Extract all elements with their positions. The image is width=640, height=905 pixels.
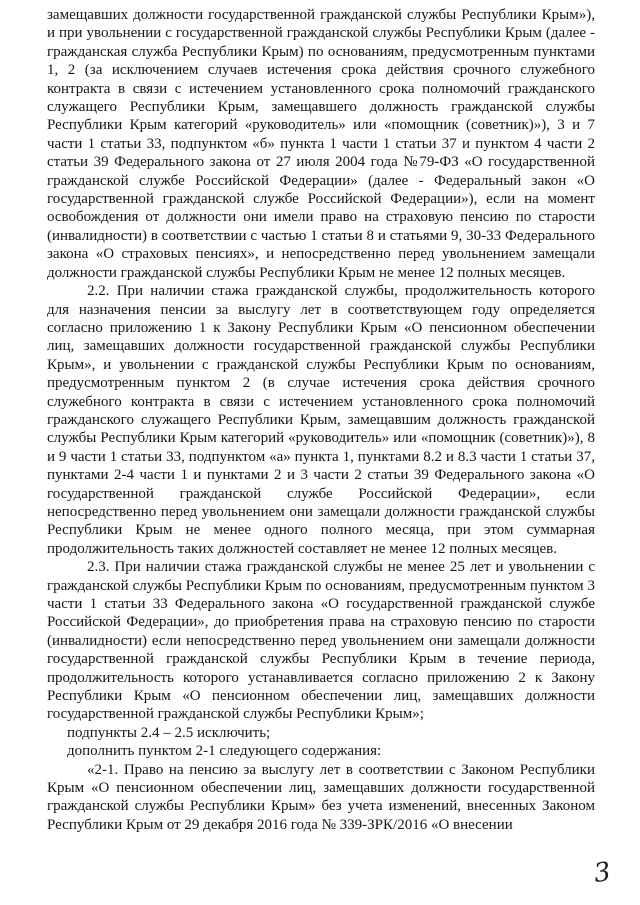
handwritten-page-number: 3 [591,856,613,890]
paragraph-supplement: дополнить пунктом 2-1 следующего содержания: [67,743,382,760]
paragraph-2-1: «2-1. Право на пенсию за выслугу лет в соответствии с Законом Республики Крым «О пенсионном обеспечении лиц, замещавших должности государственной гражданской службы Республики Крым» без учета изменений, внесенных Законом Республики Крым от 29 декабря 2016 года № 339-ЗРК/2016 «О внесении [47,761,595,833]
paragraph-continuation: замещавших должности государственной гражданской службы Республики Крым»), и при увольнении с государственной гражданской службы Республики Крым (далее - гражданская служба Республики Крым) по основаниям, предусмотренным пунктами 1, 2 (за исключением случаев истечения срока действия срочного служебного контракта в связи с истечением установленного срока полномочий гражданского служащего Республики Крым, замещавшего должность гражданской службы Республики Крым категорий «руководитель» или «помощник (советник)»), 3 и 7 части 1 статьи 33, подпунктом «б» пункта 1 части 1 статьи 37 и пунктом 4 части 2 статьи 39 Федерального закона от 27 июля 2004 года №79-ФЗ «О государственной гражданской службе Российской Федерации» (далее - Федеральный закон «О государственной гражданской службе Российской Федерации»), если на момент освобождения от должности они имели право на страховую пенсию по старости (инвалидности) в соответствии с частью 1 статьи 8 и статьями 9, 30-33 Федерального закона «О страховых пенсиях», и непосредственно перед увольнением замещали должности гражданской службы Республики Крым не менее 12 полных месяцев. [47,7,595,281]
paragraph-2-3: 2.3. При наличии стажа гражданской службы не менее 25 лет и увольнении с гражданской службы Республики Крым по основаниям, предусмотренным пунктом 3 части 1 статьи 33 Федерального закона «О государственной гражданской службе Российской Федерации», до приобретения права на страховую пенсию по старости (инвалидности) если непосредственно перед увольнением они замещали должности государственной гражданской службы Республики Крым в течение периода, продолжительность которого устанавливается согласно приложению 2 к Закону Республики Крым «О пенсионном обеспечении лиц, замещавших должности государственной гражданской службы Республики Крым»; [47,559,595,723]
paragraph-2-2: 2.2. При наличии стажа гражданской службы, продолжительность которого для назначения пенсии за выслугу лет в соответствующем году определяется согласно приложению 1 к Закону Республики Крым «О пенсионном обеспечении лиц, замещавших должности государственной гражданской службы Республики Крым», и увольнении с гражданской службы Республики Крым по основаниям, предусмотренным пунктом 2 (в случае истечения срока действия срочного служебного контракта в связи с истечением установленного срока полномочий гражданского служащего Республики Крым, замещавшим должность гражданской службы Республики Крым категорий «руководитель» или «помощник (советник)»), 8 и 9 части 1 статьи 33, подпунктом «а» пункта 1, пунктами 8.2 и 8.3 части 1 статьи 37, пунктами 2-4 части 1 и пунктами 2 и 3 части 2 статьи 39 Федерального закона «О государственной гражданской службе Российской Федерации», если непосредственно перед увольнением они замещали должности гражданской службы Республики Крым не менее одного полного месяца, при этом суммарная продолжительность таких должностей составляет не менее 12 полных месяцев. [47,283,595,557]
paragraph-subpoints-exclude: подпункты 2.4 – 2.5 исключить; [67,724,271,741]
document-page [47,6,595,834]
